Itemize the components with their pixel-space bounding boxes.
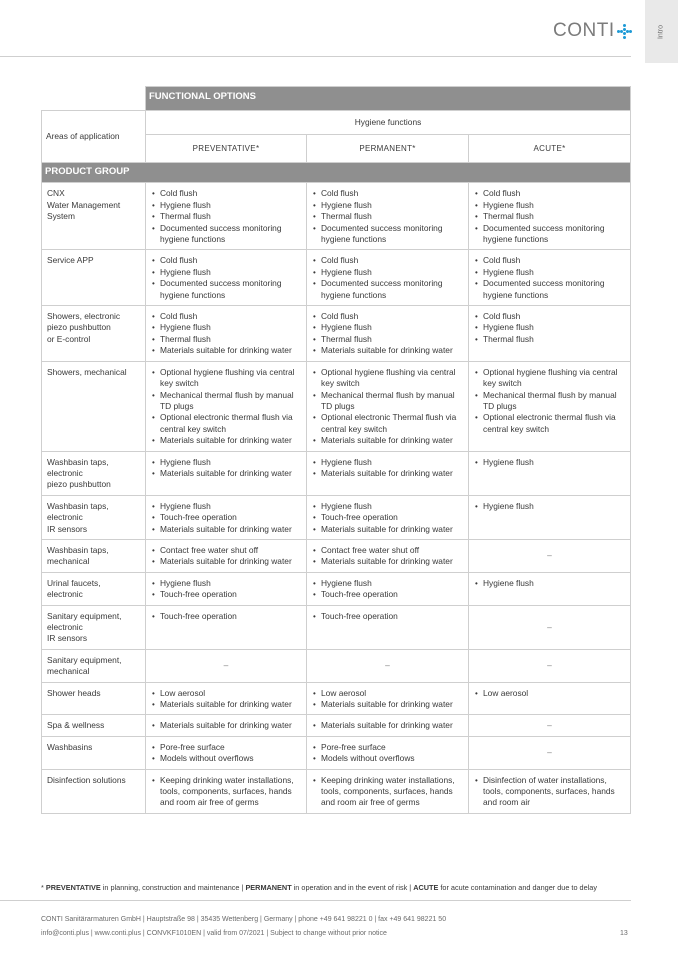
permanent-empty-cell: – bbox=[307, 649, 469, 682]
table-row bbox=[42, 183, 631, 250]
section-tab-label: Intro bbox=[657, 24, 665, 40]
table-row bbox=[42, 539, 631, 572]
list-item: • Touch-free operation bbox=[311, 512, 464, 523]
list-item: • Hygiene flush bbox=[150, 501, 302, 512]
table-row bbox=[42, 250, 631, 306]
acute-empty-cell: – bbox=[469, 736, 631, 769]
bullet-list bbox=[311, 742, 464, 765]
bullet-list bbox=[473, 775, 626, 809]
list-item: • Mechanical thermal flush by manual TD plugs bbox=[150, 390, 302, 413]
list-item: • Documented success monitoring hygiene functions bbox=[473, 278, 626, 301]
preventative-cell bbox=[146, 250, 307, 306]
table-row bbox=[42, 769, 631, 813]
table-row bbox=[42, 715, 631, 736]
bullet-list bbox=[150, 611, 302, 622]
bullet-list bbox=[311, 255, 464, 301]
bullet-list bbox=[311, 720, 464, 731]
list-item: • Thermal flush bbox=[150, 211, 302, 222]
list-item: • Touch-free operation bbox=[150, 611, 302, 622]
bullet-list bbox=[311, 501, 464, 535]
list-item: • Keeping drinking water installations, tools, components, surfaces, hands and room air free of germs bbox=[150, 775, 302, 809]
row-label: CNX Water Management System bbox=[42, 183, 146, 250]
column-preventative: PREVENTATIVE* bbox=[146, 135, 307, 163]
permanent-cell bbox=[307, 451, 469, 495]
table-row bbox=[42, 682, 631, 715]
bullet-list bbox=[150, 720, 302, 731]
bullet-list bbox=[473, 311, 626, 345]
bullet-list bbox=[311, 775, 464, 809]
list-item: • Materials suitable for drinking water bbox=[311, 720, 464, 731]
bullet-list bbox=[311, 578, 464, 601]
permanent-cell bbox=[307, 605, 469, 649]
bullet-list bbox=[150, 367, 302, 447]
bullet-list bbox=[473, 255, 626, 301]
list-item: • Cold flush bbox=[150, 188, 302, 199]
preventative-empty-cell: – bbox=[146, 649, 307, 682]
page-number: 13 bbox=[620, 930, 628, 937]
list-item: • Hygiene flush bbox=[150, 578, 302, 589]
table-row bbox=[42, 572, 631, 605]
bullet-list bbox=[150, 255, 302, 301]
list-item: • Thermal flush bbox=[473, 211, 626, 222]
list-item: • Materials suitable for drinking water bbox=[311, 468, 464, 479]
list-item: • Materials suitable for drinking water bbox=[150, 720, 302, 731]
column-permanent: PERMANENT* bbox=[307, 135, 469, 163]
acute-empty-cell: – bbox=[469, 715, 631, 736]
row-label: Urinal faucets, electronic bbox=[42, 572, 146, 605]
list-item: • Touch-free operation bbox=[311, 611, 464, 622]
bullet-list bbox=[311, 457, 464, 480]
footnote-preventative: PREVENTATIVE bbox=[45, 883, 101, 892]
conti-plus-logo-icon bbox=[617, 24, 632, 39]
row-label: Showers, mechanical bbox=[42, 361, 146, 451]
bullet-list bbox=[150, 457, 302, 480]
preventative-cell bbox=[146, 605, 307, 649]
permanent-cell bbox=[307, 715, 469, 736]
list-item: • Hygiene flush bbox=[473, 578, 626, 589]
list-item: • Cold flush bbox=[311, 311, 464, 322]
bullet-list bbox=[473, 367, 626, 435]
logo-text: CONTI bbox=[553, 20, 615, 41]
list-item: • Contact free water shut off bbox=[311, 545, 464, 556]
conti-logo bbox=[553, 20, 632, 42]
permanent-cell bbox=[307, 250, 469, 306]
table-row bbox=[42, 451, 631, 495]
list-item: • Mechanical thermal flush by manual TD plugs bbox=[311, 390, 464, 413]
bullet-list bbox=[311, 611, 464, 622]
bullet-list bbox=[473, 501, 626, 512]
list-item: • Materials suitable for drinking water bbox=[150, 345, 302, 356]
list-item: • Pore-free surface bbox=[311, 742, 464, 753]
acute-empty-cell: – bbox=[469, 539, 631, 572]
functional-options-table bbox=[41, 86, 631, 814]
list-item: • Materials suitable for drinking water bbox=[311, 524, 464, 535]
permanent-cell bbox=[307, 183, 469, 250]
list-item: • Documented success monitoring hygiene functions bbox=[311, 223, 464, 246]
list-item: • Hygiene flush bbox=[473, 322, 626, 333]
bullet-list bbox=[311, 188, 464, 245]
list-item: • Hygiene flush bbox=[311, 267, 464, 278]
list-item: • Hygiene flush bbox=[150, 200, 302, 211]
preventative-cell bbox=[146, 451, 307, 495]
footnote-acute: ACUTE bbox=[413, 883, 439, 892]
list-item: • Low aerosol bbox=[311, 688, 464, 699]
list-item: • Hygiene flush bbox=[311, 501, 464, 512]
list-item: • Hygiene flush bbox=[473, 501, 626, 512]
list-item: • Documented success monitoring hygiene functions bbox=[473, 223, 626, 246]
acute-cell bbox=[469, 183, 631, 250]
acute-cell bbox=[469, 682, 631, 715]
list-item: • Low aerosol bbox=[150, 688, 302, 699]
footnote: * PREVENTATIVE in planning, construction and maintenance | PERMANENT in operation and in the event of risk | ACUTE for acute contamination and danger due to delay bbox=[41, 883, 597, 892]
bullet-list bbox=[473, 457, 626, 468]
table-row bbox=[42, 361, 631, 451]
permanent-cell bbox=[307, 769, 469, 813]
column-acute: ACUTE* bbox=[469, 135, 631, 163]
list-item: • Cold flush bbox=[473, 311, 626, 322]
preventative-cell bbox=[146, 495, 307, 539]
table-row bbox=[42, 649, 631, 682]
list-item: • Hygiene flush bbox=[473, 267, 626, 278]
list-item: • Materials suitable for drinking water bbox=[150, 699, 302, 710]
table-row bbox=[42, 306, 631, 362]
list-item: • Hygiene flush bbox=[311, 200, 464, 211]
footer-divider bbox=[0, 900, 631, 901]
table-body bbox=[42, 183, 631, 813]
list-item: • Cold flush bbox=[473, 188, 626, 199]
list-item: • Hygiene flush bbox=[311, 578, 464, 589]
bullet-list bbox=[150, 578, 302, 601]
bullet-list bbox=[150, 545, 302, 568]
list-item: • Hygiene flush bbox=[311, 322, 464, 333]
table-row bbox=[42, 736, 631, 769]
table-row bbox=[42, 495, 631, 539]
list-item: • Materials suitable for drinking water bbox=[311, 435, 464, 446]
row-label: Washbasins bbox=[42, 736, 146, 769]
list-item: • Documented success monitoring hygiene functions bbox=[150, 278, 302, 301]
list-item: • Cold flush bbox=[150, 311, 302, 322]
row-label: Shower heads bbox=[42, 682, 146, 715]
list-item: • Documented success monitoring hygiene functions bbox=[311, 278, 464, 301]
list-item: • Hygiene flush bbox=[473, 457, 626, 468]
preventative-cell bbox=[146, 715, 307, 736]
list-item: • Models without overflows bbox=[311, 753, 464, 764]
bullet-list bbox=[311, 545, 464, 568]
list-item: • Hygiene flush bbox=[150, 457, 302, 468]
list-item: • Disinfection of water installations, tools, components, surfaces, hands and room air bbox=[473, 775, 626, 809]
list-item: • Materials suitable for drinking water bbox=[311, 699, 464, 710]
list-item: • Mechanical thermal flush by manual TD plugs bbox=[473, 390, 626, 413]
row-label: Sanitary equipment, mechanical bbox=[42, 649, 146, 682]
list-item: • Hygiene flush bbox=[311, 457, 464, 468]
list-item: • Thermal flush bbox=[150, 334, 302, 345]
acute-cell bbox=[469, 495, 631, 539]
preventative-cell bbox=[146, 736, 307, 769]
bullet-list bbox=[311, 367, 464, 447]
row-label: Sanitary equipment, electronic IR sensors bbox=[42, 605, 146, 649]
product-group-header: PRODUCT GROUP bbox=[42, 163, 631, 183]
preventative-cell bbox=[146, 769, 307, 813]
preventative-cell bbox=[146, 572, 307, 605]
list-item: • Thermal flush bbox=[473, 334, 626, 345]
list-item: • Materials suitable for drinking water bbox=[150, 556, 302, 567]
row-label: Washbasin taps, electronic piezo pushbutton bbox=[42, 451, 146, 495]
permanent-cell bbox=[307, 736, 469, 769]
bullet-list bbox=[473, 688, 626, 699]
list-item: • Cold flush bbox=[311, 255, 464, 266]
acute-cell bbox=[469, 306, 631, 362]
footer-address: CONTI Sanitärarmaturen GmbH | Hauptstraße 98 | 35435 Wettenberg | Germany | phone +49 641 98221 0 | fax +49 641 98221 50 bbox=[41, 916, 447, 923]
bullet-list bbox=[311, 688, 464, 711]
acute-cell bbox=[469, 572, 631, 605]
list-item: • Contact free water shut off bbox=[150, 545, 302, 556]
list-item: • Models without overflows bbox=[150, 753, 302, 764]
hygiene-functions-label: Hygiene functions bbox=[146, 111, 631, 135]
list-item: • Touch-free operation bbox=[311, 589, 464, 600]
bullet-list bbox=[150, 311, 302, 357]
bullet-list bbox=[150, 501, 302, 535]
footer-contact: info@conti.plus | www.conti.plus | CONVKF1010EN | valid from 07/2021 | Subject to change without prior notice bbox=[41, 930, 387, 937]
row-label: Showers, electronic piezo pushbutton or E-control bbox=[42, 306, 146, 362]
permanent-cell bbox=[307, 361, 469, 451]
permanent-cell bbox=[307, 682, 469, 715]
acute-cell bbox=[469, 451, 631, 495]
acute-empty-cell: – bbox=[469, 649, 631, 682]
list-item: • Documented success monitoring hygiene functions bbox=[150, 223, 302, 246]
list-item: • Cold flush bbox=[150, 255, 302, 266]
list-item: • Optional electronic thermal flush via central key switch bbox=[473, 412, 626, 435]
list-item: • Thermal flush bbox=[311, 211, 464, 222]
list-item: • Optional hygiene flushing via central key switch bbox=[311, 367, 464, 390]
bullet-list bbox=[150, 742, 302, 765]
list-item: • Hygiene flush bbox=[150, 267, 302, 278]
preventative-cell bbox=[146, 306, 307, 362]
permanent-cell bbox=[307, 572, 469, 605]
bullet-list bbox=[473, 188, 626, 245]
header-divider bbox=[0, 56, 631, 57]
bullet-list bbox=[150, 188, 302, 245]
list-item: • Touch-free operation bbox=[150, 512, 302, 523]
preventative-cell bbox=[146, 361, 307, 451]
list-item: • Materials suitable for drinking water bbox=[150, 524, 302, 535]
permanent-cell bbox=[307, 539, 469, 572]
row-label: Disinfection solutions bbox=[42, 769, 146, 813]
list-item: • Hygiene flush bbox=[150, 322, 302, 333]
list-item: • Materials suitable for drinking water bbox=[150, 435, 302, 446]
row-label: Service APP bbox=[42, 250, 146, 306]
bullet-list bbox=[311, 311, 464, 357]
bullet-list bbox=[150, 775, 302, 809]
acute-cell bbox=[469, 769, 631, 813]
list-item: • Materials suitable for drinking water bbox=[311, 345, 464, 356]
list-item: • Optional hygiene flushing via central key switch bbox=[473, 367, 626, 390]
acute-cell bbox=[469, 250, 631, 306]
preventative-cell bbox=[146, 682, 307, 715]
list-item: • Keeping drinking water installations, tools, components, surfaces, hands and room air free of germs bbox=[311, 775, 464, 809]
list-item: • Materials suitable for drinking water bbox=[150, 468, 302, 479]
areas-of-application-label: Areas of application bbox=[42, 111, 146, 163]
list-item: • Low aerosol bbox=[473, 688, 626, 699]
preventative-cell bbox=[146, 183, 307, 250]
table-row bbox=[42, 605, 631, 649]
bullet-list bbox=[150, 688, 302, 711]
row-label: Washbasin taps, mechanical bbox=[42, 539, 146, 572]
row-label: Spa & wellness bbox=[42, 715, 146, 736]
list-item: • Optional hygiene flushing via central key switch bbox=[150, 367, 302, 390]
list-item: • Touch-free operation bbox=[150, 589, 302, 600]
bullet-list bbox=[473, 578, 626, 589]
list-item: • Optional electronic thermal flush via central key switch bbox=[150, 412, 302, 435]
permanent-cell bbox=[307, 495, 469, 539]
row-label: Washbasin taps, electronic IR sensors bbox=[42, 495, 146, 539]
footnote-permanent: PERMANENT bbox=[245, 883, 292, 892]
permanent-cell bbox=[307, 306, 469, 362]
preventative-cell bbox=[146, 539, 307, 572]
table-title: FUNCTIONAL OPTIONS bbox=[146, 87, 631, 111]
acute-cell bbox=[469, 361, 631, 451]
list-item: • Thermal flush bbox=[311, 334, 464, 345]
list-item: • Cold flush bbox=[473, 255, 626, 266]
list-item: • Materials suitable for drinking water bbox=[311, 556, 464, 567]
list-item: • Pore-free surface bbox=[150, 742, 302, 753]
list-item: • Optional electronic Thermal flush via central key switch bbox=[311, 412, 464, 435]
list-item: • Cold flush bbox=[311, 188, 464, 199]
acute-empty-cell: – bbox=[469, 605, 631, 649]
list-item: • Hygiene flush bbox=[473, 200, 626, 211]
